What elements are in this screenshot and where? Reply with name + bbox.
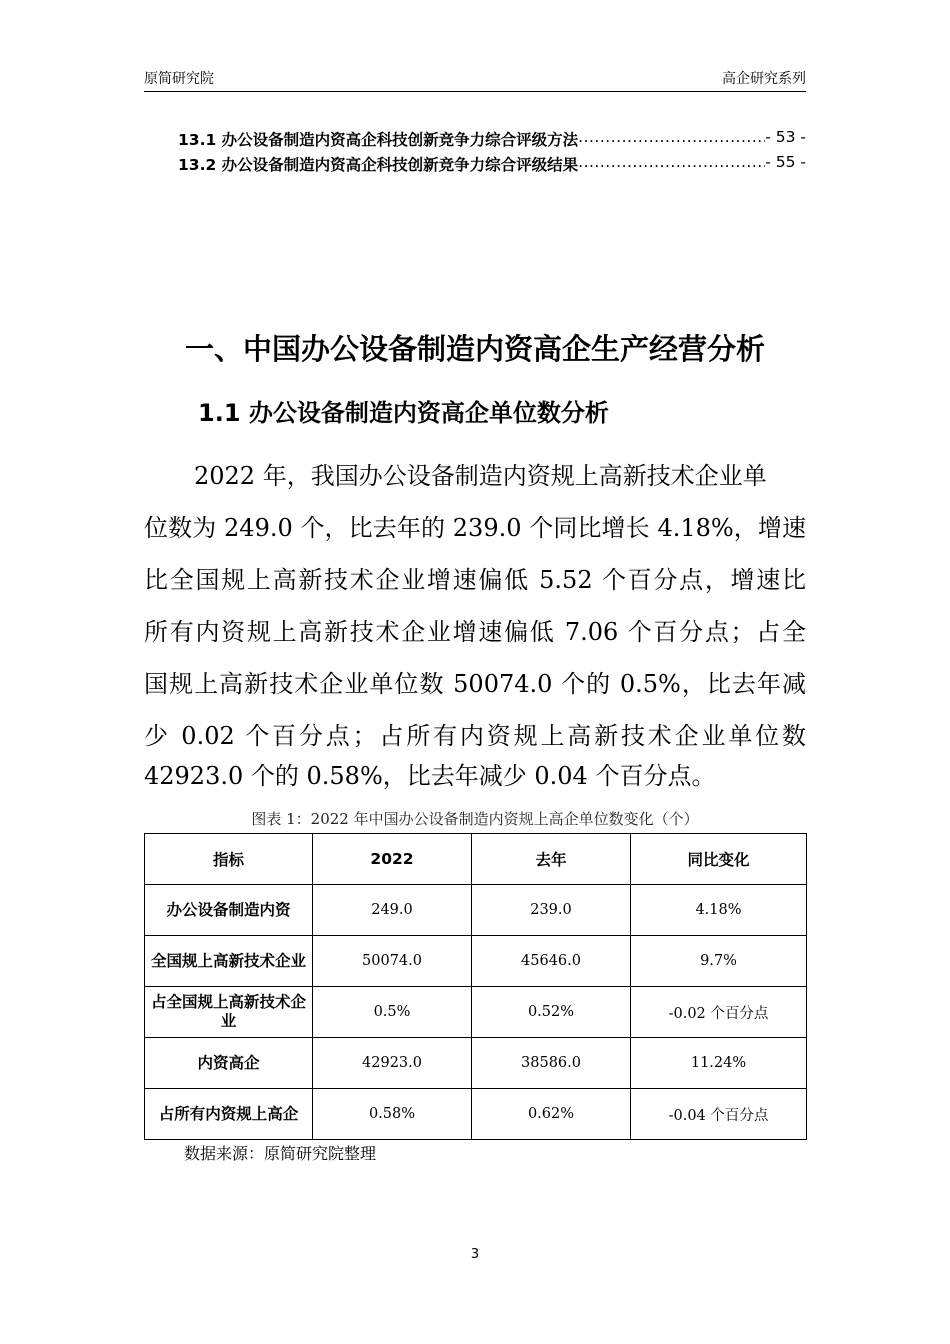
table-row: [145, 987, 807, 1038]
section-heading: 一、中国办公设备制造内资高企生产经营分析: [184, 332, 765, 366]
page-number: 3: [470, 1247, 480, 1262]
data-table: [144, 833, 807, 1140]
row-label: 全国规上高新技术企业: [145, 936, 313, 987]
cell-2022: 0.5%: [313, 987, 472, 1038]
row-label: 占全国规上高新技术企业: [145, 987, 313, 1038]
column-header: 2022: [313, 834, 472, 885]
header-right: 高企研究系列: [722, 71, 806, 87]
toc-leader-dots: [578, 153, 765, 175]
paragraph-line: 比全国规上高新技术企业增速偏低 5.52 个百分点，增速比: [144, 566, 806, 594]
cell-prev: 0.52%: [472, 987, 631, 1038]
row-label: 内资高企: [145, 1038, 313, 1089]
subsection-heading: 1.1 办公设备制造内资高企单位数分析: [198, 399, 609, 427]
toc-entry-13-2[interactable]: [178, 153, 806, 175]
row-label: 占所有内资规上高企: [145, 1089, 313, 1140]
paragraph-line: 位数为 249.0 个，比去年的 239.0 个同比增长 4.18%，增速: [144, 514, 806, 542]
table-caption: 图表 1：2022 年中国办公设备制造内资规上高企单位数变化（个）: [251, 810, 699, 828]
cell-prev: 239.0: [472, 885, 631, 936]
table-header-row: [145, 834, 807, 885]
cell-change: 11.24%: [631, 1038, 807, 1089]
toc-entry-13-1[interactable]: [178, 128, 806, 150]
cell-change: -0.02 个百分点: [631, 987, 807, 1038]
paragraph-line: 少 0.02 个百分点；占所有内资规上高新技术企业单位数: [144, 722, 806, 750]
toc-label: 13.1 办公设备制造内资高企科技创新竞争力综合评级方法: [178, 131, 579, 149]
row-label: 办公设备制造内资: [145, 885, 313, 936]
cell-2022: 0.58%: [313, 1089, 472, 1140]
table-row: [145, 1089, 807, 1140]
column-header: 去年: [472, 834, 631, 885]
toc-leader-dots: [578, 128, 765, 150]
table-row: [145, 936, 807, 987]
cell-change: -0.04 个百分点: [631, 1089, 807, 1140]
table-row: [145, 1038, 807, 1089]
header-left: 原简研究院: [144, 71, 214, 87]
paragraph-line: 国规上高新技术企业单位数 50074.0 个的 0.5%，比去年减: [144, 670, 806, 698]
cell-prev: 38586.0: [472, 1038, 631, 1089]
data-source-note: 数据来源：原简研究院整理: [184, 1144, 377, 1163]
cell-change: 9.7%: [631, 936, 807, 987]
cell-2022: 249.0: [313, 885, 472, 936]
header-divider: [144, 91, 806, 92]
toc-label: 13.2 办公设备制造内资高企科技创新竞争力综合评级结果: [178, 156, 579, 174]
column-header: 同比变化: [631, 834, 807, 885]
cell-2022: 42923.0: [313, 1038, 472, 1089]
toc-page: - 55 -: [765, 153, 806, 171]
column-header: 指标: [145, 834, 313, 885]
paragraph-line: 2022 年，我国办公设备制造内资规上高新技术企业单: [194, 462, 767, 490]
table-row: [145, 885, 807, 936]
cell-prev: 0.62%: [472, 1089, 631, 1140]
paragraph-line: 所有内资规上高新技术企业增速偏低 7.06 个百分点；占全: [144, 618, 806, 646]
cell-2022: 50074.0: [313, 936, 472, 987]
toc-page: - 53 -: [765, 128, 806, 146]
paragraph-line: 42923.0 个的 0.58%，比去年减少 0.04 个百分点。: [144, 762, 716, 790]
cell-prev: 45646.0: [472, 936, 631, 987]
cell-change: 4.18%: [631, 885, 807, 936]
